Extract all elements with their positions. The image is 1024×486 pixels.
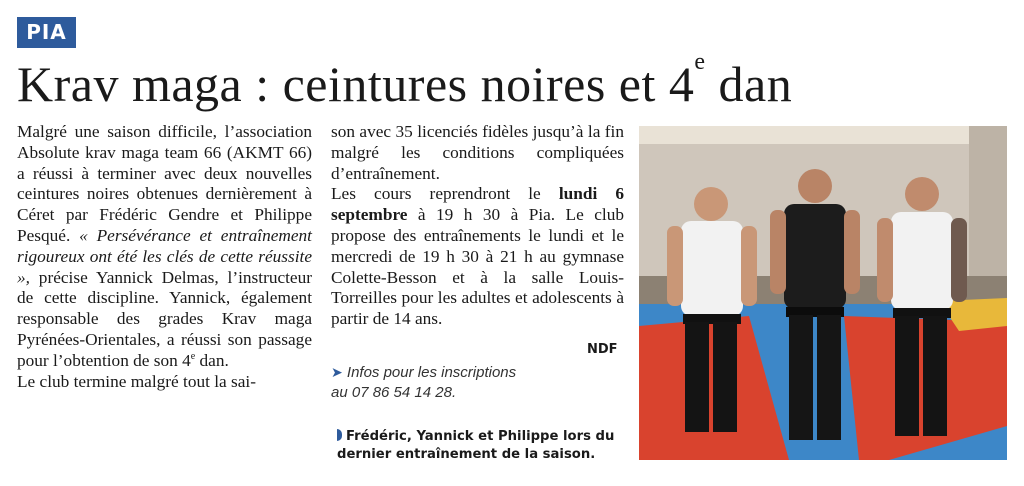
photo-caption <box>337 428 627 464</box>
article-column-1 <box>17 122 312 392</box>
paragraph-text: précise Yannick Delmas, l’instructeur de cette discipline. Yannick, également responsable des grades Krav maga Pyrénées-Orientales, a réussi son passage pour l’obtention de son 4 <box>17 267 312 370</box>
info-line-2: au 07 86 54 14 28. <box>331 384 457 401</box>
superscript: e <box>190 351 196 362</box>
headline-text: Krav maga : ceintures noires et 4 <box>17 56 695 112</box>
paragraph-text: dan. <box>195 350 229 370</box>
caption-text: Frédéric, Yannick et Philippe lors du dernier entraînement de la saison. <box>337 429 615 462</box>
section-tag: PIA <box>17 17 76 48</box>
quote: « Persévérance et entraînement rigoureux ont été les clés de cette réussite », <box>17 225 312 287</box>
caption-marker-icon <box>337 429 342 441</box>
photo-illustration <box>639 126 1007 460</box>
headline-tail: dan <box>705 56 793 112</box>
headline <box>17 49 793 112</box>
paragraph: Le club termine malgré tout la sai- <box>17 371 256 391</box>
info-box <box>331 362 621 403</box>
paragraph <box>331 184 624 330</box>
headline-superscript: e <box>694 49 706 75</box>
author-signature: NDF <box>587 342 618 357</box>
date-highlight: lundi 6 septembre <box>331 184 624 225</box>
paragraph-text: à 19 h 30 à Pia. Le club propose des entraînements le lundi et le mercredi de 19 h 30 à 21 h au gymnase Colette-Besson et à la salle Louis-Torreilles pour les adultes et adolescents à partir de 14 ans. <box>331 205 624 329</box>
info-line-1: Infos pour les inscriptions <box>346 364 517 381</box>
article-photo <box>639 126 1007 460</box>
article-column-2 <box>331 122 624 330</box>
arrow-icon: ➤ <box>331 364 343 380</box>
paragraph <box>17 122 312 372</box>
paragraph-text: Malgré une saison difficile, l’association Absolute krav maga team 66 (AKMT 66) a réussi à terminer avec deux nouvelles ceintures noires obtenues dernièrement à Céret par Frédéric Gendre et Philippe Pesqué. <box>17 122 312 245</box>
paragraph-text: Les cours reprendront le <box>331 184 559 204</box>
paragraph: son avec 35 licenciés fidèles jusqu’à la fin malgré les conditions compliquées d’entraînement. <box>331 122 624 183</box>
